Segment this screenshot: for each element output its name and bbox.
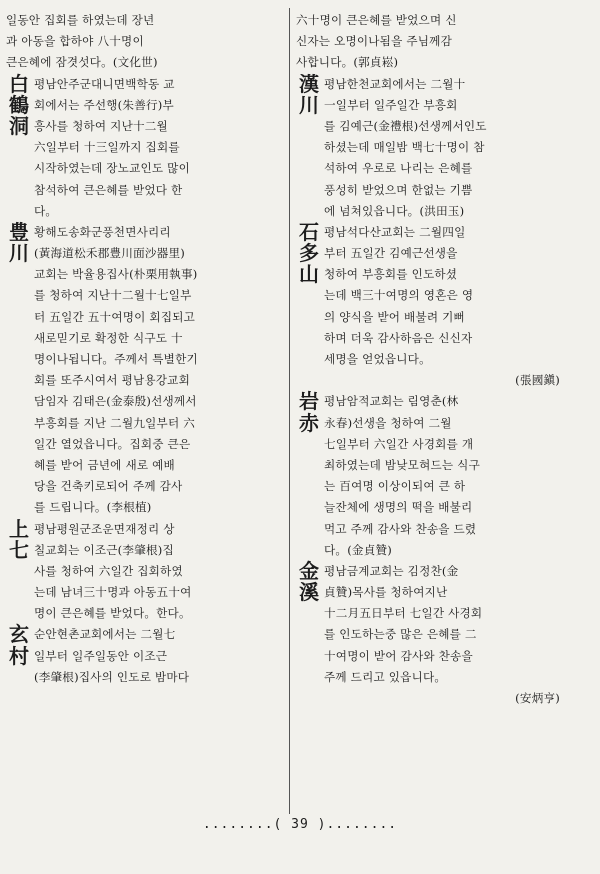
text-line: 는데 백三十여명의 영혼은 영: [324, 288, 474, 303]
place-char: 玄: [9, 622, 29, 647]
text-line: 十여명이 받어 감사와 찬송을: [324, 648, 473, 663]
text-line: 황해도송화군풍천면사리리: [34, 224, 171, 239]
text-line: 주께 드리고 있읍니다。: [324, 669, 447, 684]
text-line: 는데 남녀三十명과 아동五十여: [34, 585, 192, 600]
place-char: 洞: [9, 113, 29, 138]
place-char: 漢: [299, 71, 319, 96]
text-line: 평남안주군대니면백학동 교: [34, 76, 175, 91]
text-line: 순안현촌교회에서는 二월七: [34, 627, 176, 642]
text-line: 를 인도하는중 많은 은혜를 二: [324, 627, 477, 642]
entry-body: [34, 74, 284, 222]
text-line: 과 아동을 합하야 八十명이: [6, 34, 144, 49]
entry-body: [324, 391, 584, 561]
place-name-heading: [6, 219, 32, 266]
place-name-heading: [6, 624, 32, 666]
place-char: 溪: [299, 580, 319, 605]
place-char: 鶴: [9, 92, 29, 117]
text-line: 칠교회는 이조근(李肇根)집: [34, 542, 174, 557]
text-line: 혜를 받어 금년에 새로 예배: [34, 457, 175, 472]
entry-sangchil: [6, 516, 284, 625]
place-char: 川: [9, 241, 29, 266]
place-name-heading: [6, 71, 32, 138]
text-line: 큰은혜에 잠겻섯다。(文化世): [6, 55, 158, 70]
entry-body: [324, 74, 584, 222]
place-char: 金: [299, 558, 319, 583]
text-line: 十二月五日부터 七일간 사경회: [324, 606, 483, 621]
place-char: 七: [9, 537, 29, 562]
place-name-heading: [6, 516, 32, 562]
text-line: 세명을 얻었읍니다。: [324, 352, 431, 366]
entry-body: [34, 624, 284, 688]
left-continuation: [6, 10, 284, 74]
text-line: 새로믿기로 확정한 식구도 十: [34, 330, 183, 345]
entry-amjeok: [296, 391, 584, 561]
place-char: 赤: [299, 410, 319, 435]
text-line: 교회는 박율용집사(朴栗用執事): [34, 267, 198, 282]
text-line: (黃海道松禾郡豊川面沙器里): [34, 246, 185, 261]
place-char: 多: [299, 241, 319, 266]
place-name-heading: [296, 219, 322, 287]
left-column: [6, 10, 284, 688]
entry-body: [324, 222, 584, 392]
text-line: 六일부터 十三일까지 집회를: [34, 140, 180, 155]
text-line: 부터 五일간 김예근선생을: [324, 246, 458, 261]
text-line: 풍성히 받었으며 한없는 기쁨: [324, 182, 473, 197]
text-line: 평남석다산교회는 二월四일: [324, 224, 466, 239]
text-line: 는 百여명 이상이되여 큰 하: [324, 479, 466, 494]
text-line: 먹고 주께 감사와 찬송을 드렸: [324, 521, 477, 536]
text-line: 회를 또주시여서 평남용강교회: [34, 373, 190, 388]
page-number: ........( 39 )........: [202, 817, 398, 832]
text-line: 일부터 일주일동안 이조근: [34, 648, 168, 663]
text-line: 평남금계교회는 김정찬(金: [324, 563, 459, 578]
entry-body: [34, 519, 284, 625]
place-char: 石: [299, 219, 319, 244]
place-char: 上: [9, 516, 29, 541]
text-line: 터 五일간 五十여명이 회집되고: [34, 309, 196, 324]
entry-geumgye: [296, 558, 584, 709]
text-line: 명이 큰은혜를 받었다。한다。: [34, 606, 191, 621]
text-line: 를 드립니다。(李根植): [34, 500, 152, 515]
text-line: 일동안 집회를 하였는데 장년: [6, 13, 155, 27]
text-line: 六十명이 큰은혜를 받었으며 신: [296, 13, 457, 27]
text-line: 사합니다。(郭貞崧): [296, 55, 399, 70]
text-line: 의 양식을 받어 배불려 기뻐: [324, 309, 465, 324]
text-line: 당을 건축키로되어 주께 감사: [34, 479, 183, 494]
entry-body: [34, 222, 284, 519]
place-char: 岩: [299, 389, 319, 414]
column-divider: [289, 8, 290, 814]
text-line: 담임자 김태은(金泰殷)선생께서: [34, 394, 197, 409]
text-line: 흥사를 청하여 지난十二월: [34, 118, 168, 133]
text-line: 평남평원군조운면재정리 상: [34, 521, 175, 536]
right-column: [296, 10, 584, 709]
place-name-heading: [296, 71, 322, 117]
text-line: 貞贊)목사를 청하여지난: [324, 585, 448, 600]
author-signature: (安炳亨): [515, 691, 560, 705]
text-line: 청하여 부흥회를 인도하셨: [324, 267, 458, 282]
text-line: 사를 청하여 六일간 집회하였: [34, 563, 183, 578]
text-line: 다。: [34, 203, 58, 218]
text-line: 평남한천교회에서는 二월十: [324, 76, 466, 91]
entry-body: [324, 561, 584, 709]
text-line: 회에서는 주선행(朱善行)부: [34, 97, 174, 112]
right-continuation: [296, 10, 584, 74]
text-line: 평남암적교회는 림영춘(林: [324, 394, 459, 409]
author-signature: (張國鎭): [515, 373, 560, 388]
text-line: (李肇根)집사의 인도로 밤마다: [34, 669, 190, 684]
text-line: 신자는 오명이나됨을 주님께감: [296, 34, 452, 49]
place-char: 村: [9, 643, 29, 668]
text-line: 부흥회를 지난 二월九일부터 六: [34, 415, 196, 430]
text-line: 에 넘쳐있읍니다。(洪田玉): [324, 203, 465, 218]
text-line: 一일부터 일주일간 부흥회: [324, 97, 458, 112]
text-line: 永春)선생을 청하여 二월: [324, 415, 452, 430]
place-char: 川: [299, 92, 319, 117]
entry-seokdasan: [296, 219, 584, 392]
entry-hyeonchon: [6, 624, 284, 688]
text-line: 하며 더욱 감사하음은 신신자: [324, 330, 473, 345]
place-char: 白: [9, 71, 29, 96]
text-line: 하셨는데 매일밤 백七十명이 참: [324, 140, 485, 155]
entry-baekhakdong: [6, 71, 284, 222]
text-line: 참석하여 큰은혜를 받었다 한: [34, 182, 183, 197]
text-line: 시작하였는데 장노교인도 많이: [34, 161, 190, 176]
text-line: 최하였는데 밤낮모혀드는 식구: [324, 457, 480, 472]
text-line: 를 김예근(金禮根)선생께서인도: [324, 118, 487, 133]
place-name-heading: [296, 391, 322, 433]
text-line: 늘잔체에 생명의 떡을 배불리: [324, 500, 473, 515]
place-char: 豊: [9, 219, 29, 244]
text-line: 를 청하여 지난十二월十七일부: [34, 288, 192, 303]
text-line: 석하여 우로로 나리는 은혜를: [324, 161, 473, 176]
text-line: 七일부터 六일간 사경회를 개: [324, 436, 474, 451]
place-char: 山: [299, 262, 319, 287]
text-line: 명이나됩니다。주께서 특별한기: [34, 352, 198, 366]
text-line: 다。(金貞贊): [324, 542, 393, 557]
place-name-heading: [296, 558, 322, 605]
text-line: 일간 열었읍니다。집회중 큰은: [34, 436, 191, 451]
entry-pungcheon: [6, 219, 284, 519]
entry-hancheon: [296, 71, 584, 222]
